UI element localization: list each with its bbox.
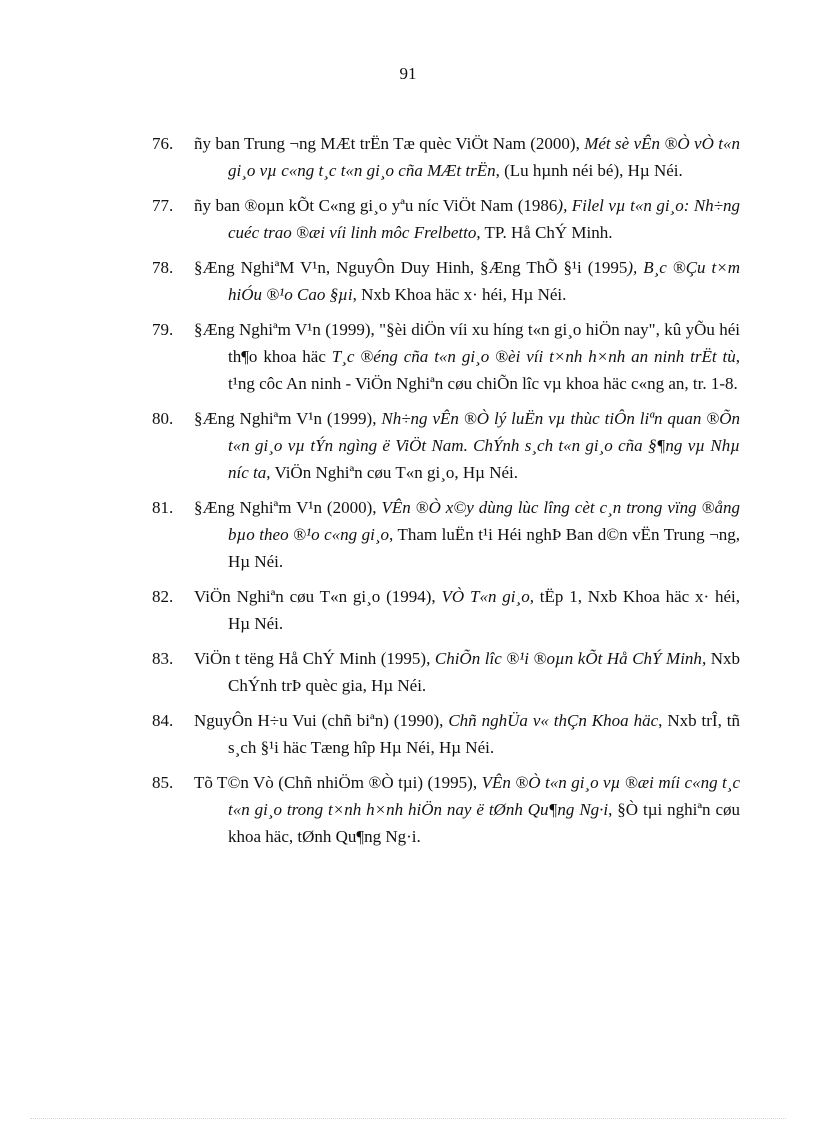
reference-number: 82. (152, 587, 174, 606)
reference-text: ñy ban Trung ¬ng MÆt trËn Tæ quèc ViÖt Nam (2000), (194, 134, 585, 153)
reference-text: ñy ban ®oµn kÕt C«ng gi¸o yªu níc ViÖt Nam (1986 (194, 196, 558, 215)
reference-title: VÒ T«n gi¸o (441, 587, 530, 606)
reference-entry (152, 707, 740, 761)
reference-number: 84. (152, 711, 174, 730)
reference-text: , tËp 1, Nxb Khoa häc x· héi, Hµ Néi. (228, 587, 741, 633)
reference-text: §Æng Nghiªm V¹n (1999), "§èi diÖn víi xu híng t«n gi¸o hiÖn nay", kû yÕu héi th¶o khoa häc (194, 320, 740, 366)
reference-text: , t¹ng côc An ninh - ViÖn Nghiªn cøu chiÕn lîc vµ khoa häc c«ng an, tr. 1-8. (228, 347, 740, 393)
bottom-divider (30, 1118, 786, 1119)
reference-text: §Æng Nghiªm V¹n (1999), (194, 409, 382, 428)
reference-text: , (Lu hµnh néi bé), Hµ Néi. (495, 161, 683, 180)
reference-entry (152, 645, 740, 699)
reference-text: , Nxb trÎ, tñ s¸ch §¹i häc Tæng hîp Hµ Néi, Hµ Néi. (228, 711, 741, 757)
reference-title: VÊn ®Ò t«n gi¸o vµ ®æi míi c«ng t¸c t«n gi¸o trong t×nh h×nh hiÖn nay ë tØnh Qu¶ng Ng·i (228, 773, 740, 819)
reference-title: ), Filel vµ t«n gi¸o: Nh÷ng cuéc trao ®æi víi linh môc Frelbetto (228, 196, 740, 242)
reference-entry (152, 405, 740, 486)
reference-title: ), B¸c ®Çu t×m hiÓu ®¹o Cao §µi (228, 258, 740, 304)
reference-text: Tõ T©n Vò (Chñ nhiÖm ®Ò tµi) (1995), (194, 773, 482, 792)
reference-number: 77. (152, 196, 174, 215)
reference-text: , Nxb Khoa häc x· héi, Hµ Néi. (352, 285, 567, 304)
reference-number: 83. (152, 649, 174, 668)
reference-text: , Tham luËn t¹i Héi nghÞ Ban d©n vËn Trung ¬ng, Hµ Néi. (228, 525, 740, 571)
reference-entry (152, 494, 740, 575)
reference-text: NguyÔn H÷u Vui (chñ biªn) (1990), (194, 711, 449, 730)
reference-number: 76. (152, 134, 174, 153)
reference-text: , ViÖn Nghiªn cøu T«n gi¸o, Hµ Néi. (266, 463, 519, 482)
reference-entry (152, 130, 740, 184)
reference-number: 79. (152, 320, 174, 339)
reference-entry (152, 769, 740, 850)
reference-entry (152, 583, 740, 637)
reference-number: 85. (152, 773, 174, 792)
reference-entry (152, 316, 740, 397)
reference-text: ViÖn t tëng Hå ChÝ Minh (1995), (194, 649, 435, 668)
reference-title: VÊn ®Ò x©y dùng lùc lîng cèt c¸n trong vïng ®ång bµo theo ®¹o c«ng gi¸o (228, 498, 740, 544)
reference-title: T¸c ®éng cña t«n gi¸o ®èi víi t×nh h×nh an ninh trËt tù (331, 347, 736, 366)
reference-number: 80. (152, 409, 174, 428)
reference-text: §Æng Nghiªm V¹n (2000), (194, 498, 382, 517)
reference-text: , §Ò tµi nghiªn cøu khoa häc, tØnh Qu¶ng Ng·i. (228, 800, 740, 846)
page-number: 91 (399, 64, 417, 83)
reference-text: , Nxb ChÝnh trÞ quèc gia, Hµ Néi. (228, 649, 741, 695)
reference-title: ChiÕn lîc ®¹i ®oµn kÕt Hå ChÝ Minh (434, 649, 702, 668)
reference-title: Mét sè vÊn ®Ò vÒ t«n gi¸o vµ c«ng t¸c t«n gi¸o cña MÆt trËn (228, 134, 740, 180)
reference-number: 78. (152, 258, 174, 277)
reference-text: , TP. Hå ChÝ Minh. (476, 223, 613, 242)
reference-entry (152, 254, 740, 308)
reference-list (152, 130, 740, 858)
reference-title: Chñ nghÜa v« thÇn Khoa häc (448, 711, 659, 730)
reference-title: Nh÷ng vÊn ®Ò lý luËn vµ thùc tiÔn liªn quan ®Õn t«n gi¸o vµ tÝn ngìng ë ViÖt Nam. ChÝnh s¸ch t«n gi¸o cña §¶ng vµ Nhµ níc ta (228, 409, 740, 482)
reference-number: 81. (152, 498, 174, 517)
reference-text: ViÖn Nghiªn cøu T«n gi¸o (1994), (194, 587, 442, 606)
reference-entry (152, 192, 740, 246)
reference-text: §Æng NghiªM V¹n, NguyÔn Duy Hinh, §Æng ThÕ §¹i (1995 (194, 258, 628, 277)
